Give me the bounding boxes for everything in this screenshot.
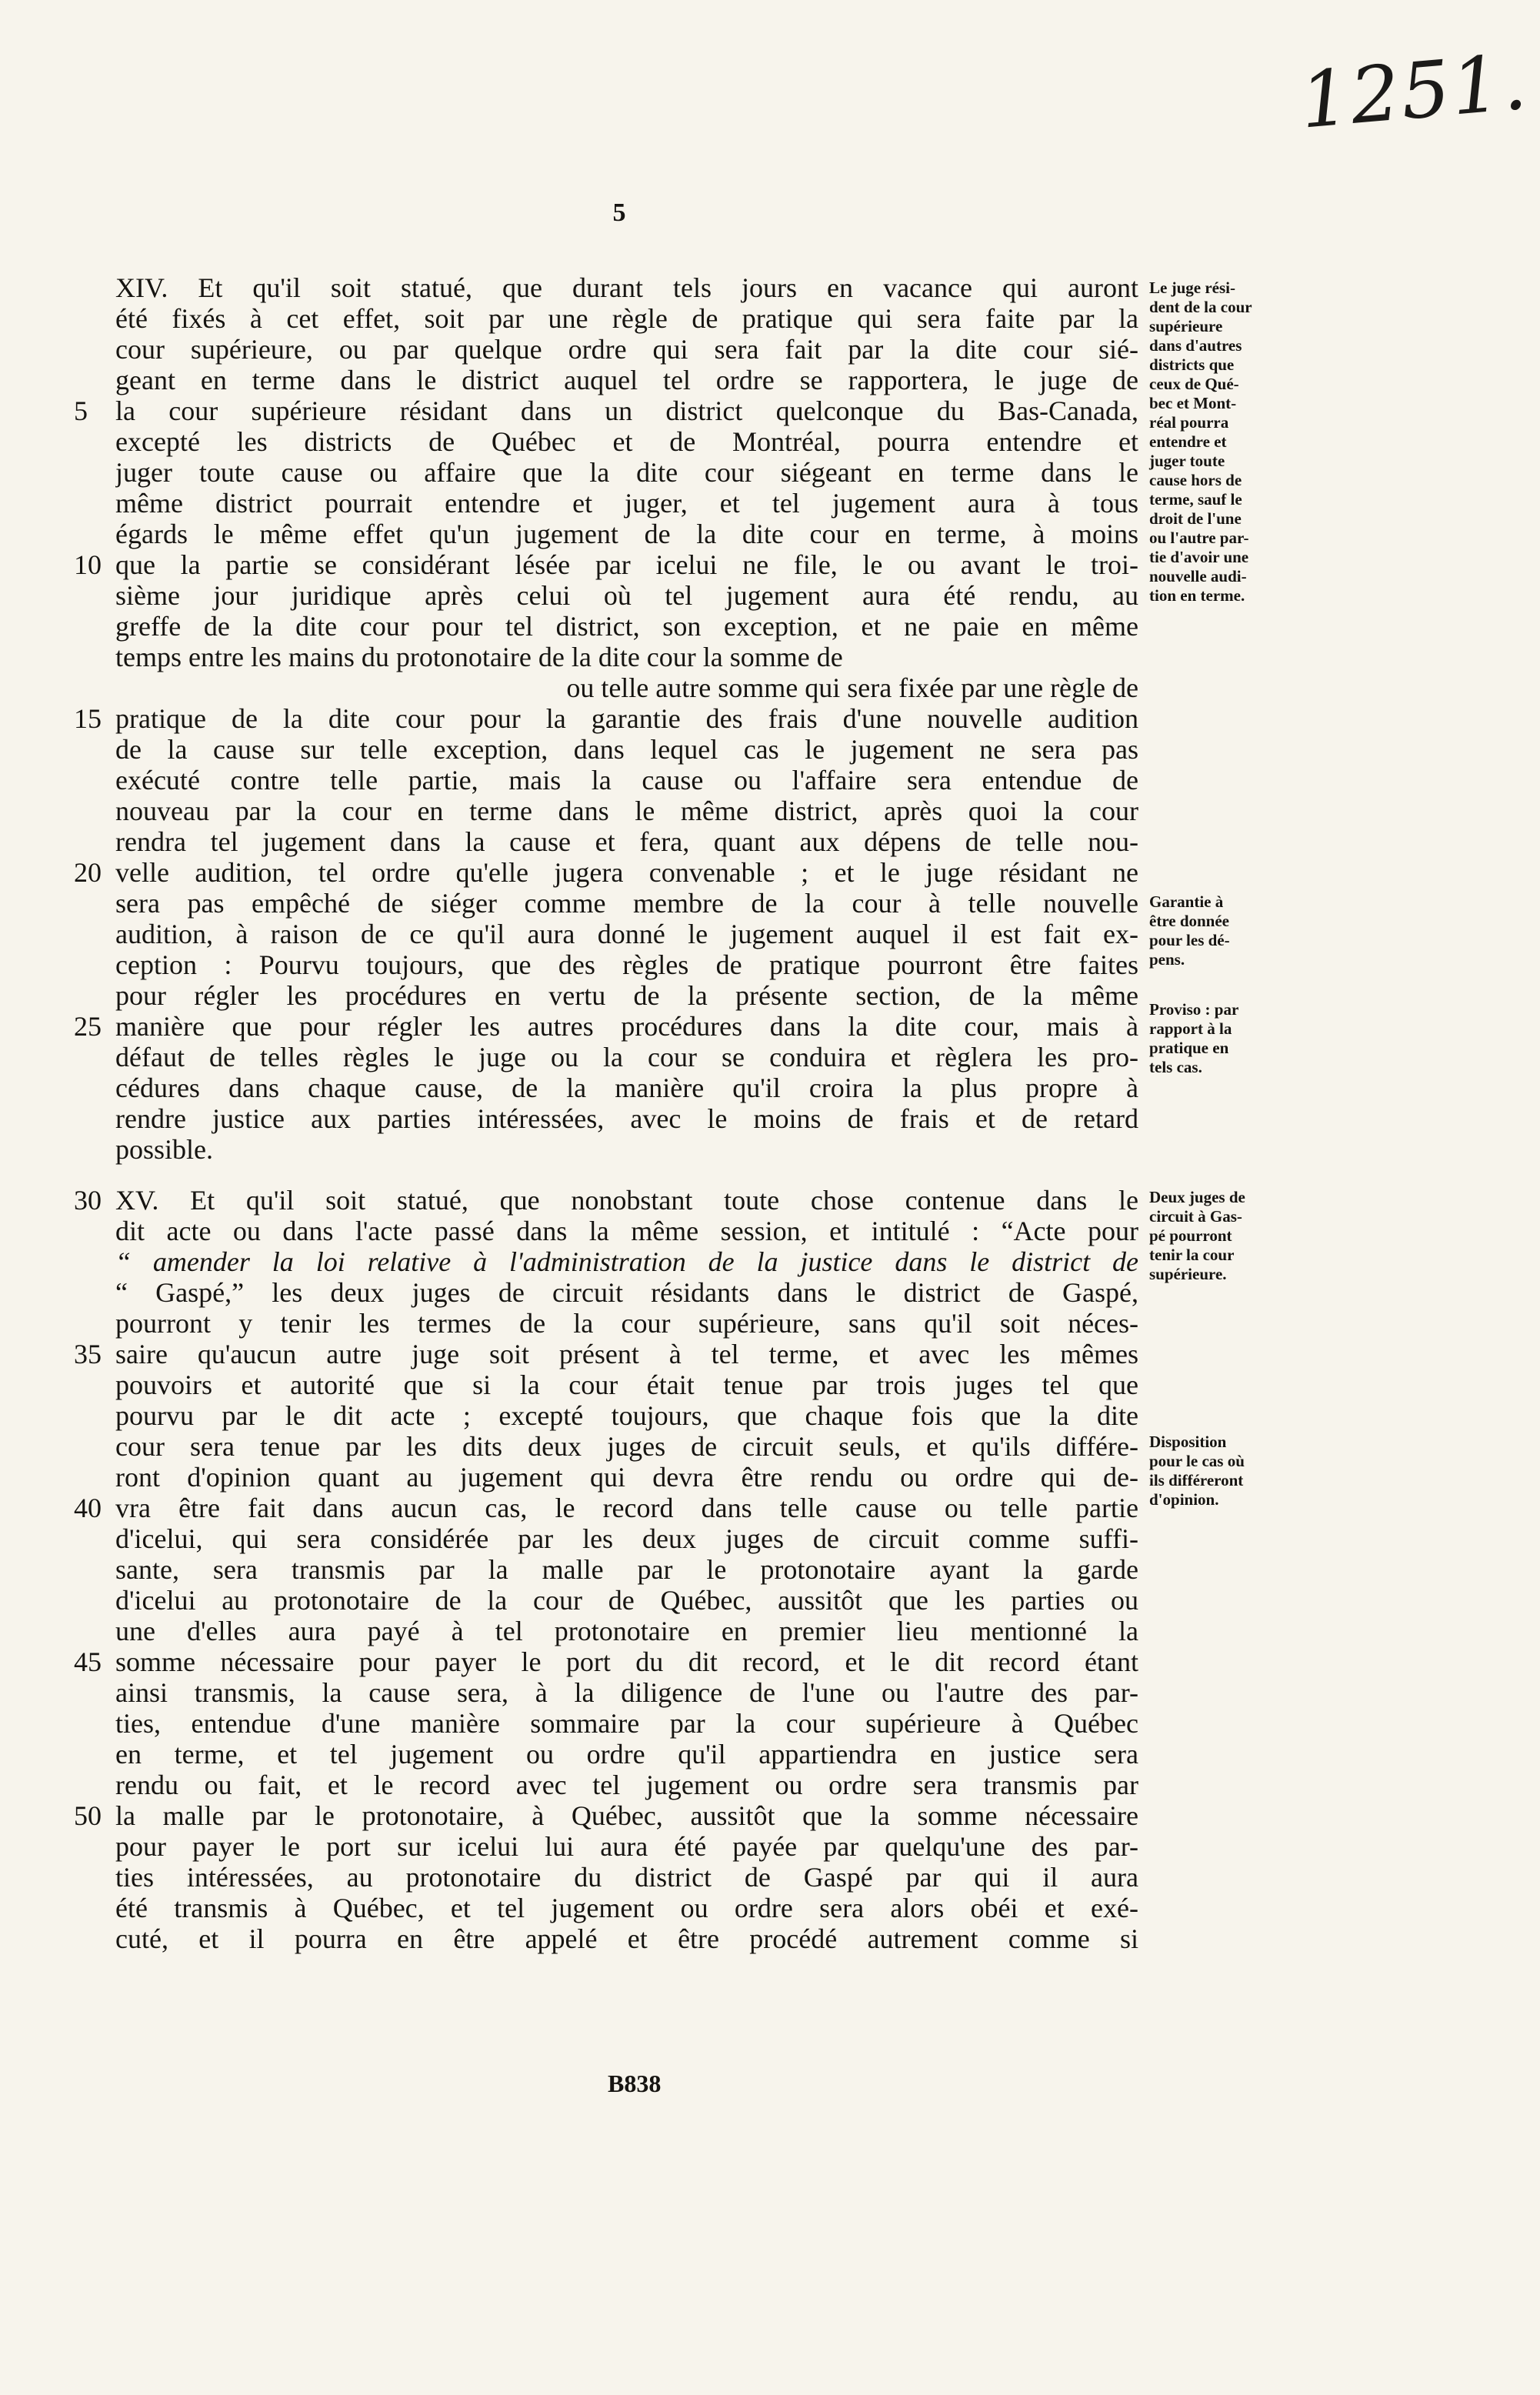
text-line: ties intéressées, au protonotaire du district de Gaspé par qui il aura — [115, 1862, 1138, 1893]
margin-note — [1149, 1433, 1318, 1509]
text-line: cuté, et il pourra en être appelé et être procédé autrement comme si — [115, 1923, 1138, 1954]
text-line: pourront y tenir les termes de la cour supérieure, sans qu'il soit néces- — [115, 1308, 1138, 1339]
text-line: sième jour juridique après celui où tel jugement aura été rendu, au — [115, 580, 1138, 611]
text-line: défaut de telles règles le juge ou la cour se conduira et règlera les pro- — [115, 1042, 1138, 1072]
text-line: été fixés à cet effet, soit par une règle de pratique qui sera faite par la — [115, 303, 1138, 334]
line-number: 5 — [74, 395, 88, 426]
line-number: 40 — [74, 1493, 102, 1523]
text-line: pratique de la dite cour pour la garantie des frais d'une nouvelle audition — [115, 703, 1138, 734]
text-line: “ amender la loi relative à l'administration de la justice dans le district de — [115, 1246, 1138, 1277]
text-line: en terme, et tel jugement ou ordre qu'il appartiendra en justice sera — [115, 1739, 1138, 1770]
text-line: XIV. Et qu'il soit statué, que durant tels jours en vacance qui auront — [115, 272, 1138, 303]
text-line: manière que pour régler les autres procédures dans la dite cour, mais à — [115, 1011, 1138, 1042]
text-line: égards le même effet qu'un jugement de la dite cour en terme, à moins — [115, 519, 1138, 549]
line-number: 20 — [74, 857, 102, 888]
margin-note-text: Proviso : par rapport à la pratique en tels cas. — [1149, 1000, 1239, 1076]
text-line: la cour supérieure résidant dans un district quelconque du Bas-Canada, — [115, 395, 1138, 426]
line-number: 35 — [74, 1339, 102, 1369]
text-line: cour sera tenue par les dits deux juges de circuit seuls, et qu'ils différe- — [115, 1431, 1138, 1462]
text-line: rendre justice aux parties intéressées, avec le moins de frais et de retard — [115, 1103, 1138, 1134]
text-line: vra être fait dans aucun cas, le record dans telle cause ou telle partie — [115, 1493, 1138, 1523]
text-line: geant en terme dans le district auquel tel ordre se rapportera, le juge de — [115, 365, 1138, 395]
text-line: la malle par le protonotaire, à Québec, aussitôt que la somme nécessaire — [115, 1800, 1138, 1831]
text-line: saire qu'aucun autre juge soit présent à tel terme, et avec les mêmes — [115, 1339, 1138, 1369]
text-line: ties, entendue d'une manière sommaire par la cour supérieure à Québec — [115, 1708, 1138, 1739]
line-number: 25 — [74, 1011, 102, 1042]
text-line: pour payer le port sur icelui lui aura été payée par quelqu'une des par- — [115, 1831, 1138, 1862]
text-line: rendra tel jugement dans la cause et fera, quant aux dépens de telle nou- — [115, 826, 1138, 857]
line-number: 45 — [74, 1646, 102, 1677]
text-line: sante, sera transmis par la malle par le protonotaire ayant la garde — [115, 1554, 1138, 1585]
text-line: exécuté contre telle partie, mais la cause ou l'affaire sera entendue de — [115, 765, 1138, 796]
text-line: temps entre les mains du protonotaire de la dite cour la somme de — [115, 642, 843, 672]
text-line: dit acte ou dans l'acte passé dans la même session, et intitulé : “Acte pour — [115, 1216, 1138, 1246]
text-line: ront d'opinion quant au jugement qui devra être rendu ou ordre qui de- — [115, 1462, 1138, 1493]
text-line: ception : Pourvu toujours, que des règles de pratique pourront être faites — [115, 949, 1138, 980]
text-line: sera pas empêché de siéger comme membre de la cour à telle nouvelle — [115, 888, 1138, 919]
text-line: une d'elles aura payé à tel protonotaire en premier lieu mentionné la — [115, 1616, 1138, 1646]
text-line: ainsi transmis, la cause sera, à la diligence de l'une ou l'autre des par- — [115, 1677, 1138, 1708]
text-line: rendu ou fait, et le record avec tel jugement ou ordre sera transmis par — [115, 1770, 1138, 1800]
text-line: été transmis à Québec, et tel jugement ou ordre sera alors obéi et exé- — [115, 1893, 1138, 1923]
line-number: 15 — [74, 703, 102, 734]
signature-mark: B838 — [608, 2070, 662, 2097]
text-line: que la partie se considérant lésée par icelui ne file, le ou avant le troi- — [115, 549, 1138, 580]
text-line: pour régler les procédures en vertu de la présente section, de la même — [115, 980, 1138, 1011]
text-line: possible. — [115, 1134, 214, 1165]
margin-note-text: Deux juges de circuit à Gas- pé pourront tenir la cour supérieure. — [1149, 1188, 1245, 1283]
text-line: “ Gaspé,” les deux juges de circuit résidants dans le district de Gaspé, — [115, 1277, 1138, 1308]
margin-note-text: Garantie à être donnée pour les dé- pens. — [1149, 892, 1230, 969]
text-line: audition, à raison de ce qu'il aura donné le jugement auquel il est fait ex- — [115, 919, 1138, 949]
text-line: excepté les districts de Québec et de Montréal, pourra entendre et — [115, 426, 1138, 457]
line-number: 50 — [74, 1800, 102, 1831]
text-line: nouveau par la cour en terme dans le même district, après quoi la cour — [115, 796, 1138, 826]
handwritten-page-number: 1251. — [1296, 36, 1532, 146]
text-line: pouvoirs et autorité que si la cour était tenue par trois juges tel que — [115, 1369, 1138, 1400]
text-line: d'icelui au protonotaire de la cour de Québec, aussitôt que les parties ou — [115, 1585, 1138, 1616]
text-line: de la cause sur telle exception, dans lequel cas le jugement ne sera pas — [115, 734, 1138, 765]
text-line: même district pourrait entendre et juger, et tel jugement aura à tous — [115, 488, 1138, 519]
text-line: velle audition, tel ordre qu'elle jugera convenable ; et le juge résidant ne — [115, 857, 1138, 888]
margin-note — [1149, 279, 1318, 605]
margin-note — [1149, 892, 1318, 969]
line-number: 30 — [74, 1185, 102, 1216]
text-line: cour supérieure, ou par quelque ordre qui sera fait par la dite cour sié- — [115, 334, 1138, 365]
text-line: ou telle autre somme qui sera fixée par une règle de — [566, 672, 1138, 703]
margin-note-text: Le juge rési- dent de la cour supérieure dans d'autres districts que ceux de Qué- bec et Mont- réal pourra entendre et juger toute cause hors de terme, sauf le droit de l'une ou l'autre par- tie d'avoir une nouvelle audi- tion en terme. — [1149, 279, 1252, 605]
text-line: pourvu par le dit acte ; excepté toujours, que chaque fois que la dite — [115, 1400, 1138, 1431]
line-number: 10 — [74, 549, 102, 580]
text-line: cédures dans chaque cause, de la manière qu'il croira la plus propre à — [115, 1072, 1138, 1103]
margin-note — [1149, 1188, 1318, 1284]
text-line: greffe de la dite cour pour tel district, son exception, et ne paie en même — [115, 611, 1138, 642]
text-line: d'icelui, qui sera considérée par les deux juges de circuit comme suffi- — [115, 1523, 1138, 1554]
page-number: 5 — [612, 198, 626, 227]
text-line: XV. Et qu'il soit statué, que nonobstant toute chose contenue dans le — [115, 1185, 1138, 1216]
text-line: juger toute cause ou affaire que la dite cour siégeant en terme dans le — [115, 457, 1138, 488]
text-line: somme nécessaire pour payer le port du dit record, et le dit record étant — [115, 1646, 1138, 1677]
margin-note-text: Disposition pour le cas où ils différeront d'opinion. — [1149, 1433, 1245, 1509]
margin-note — [1149, 1000, 1318, 1077]
